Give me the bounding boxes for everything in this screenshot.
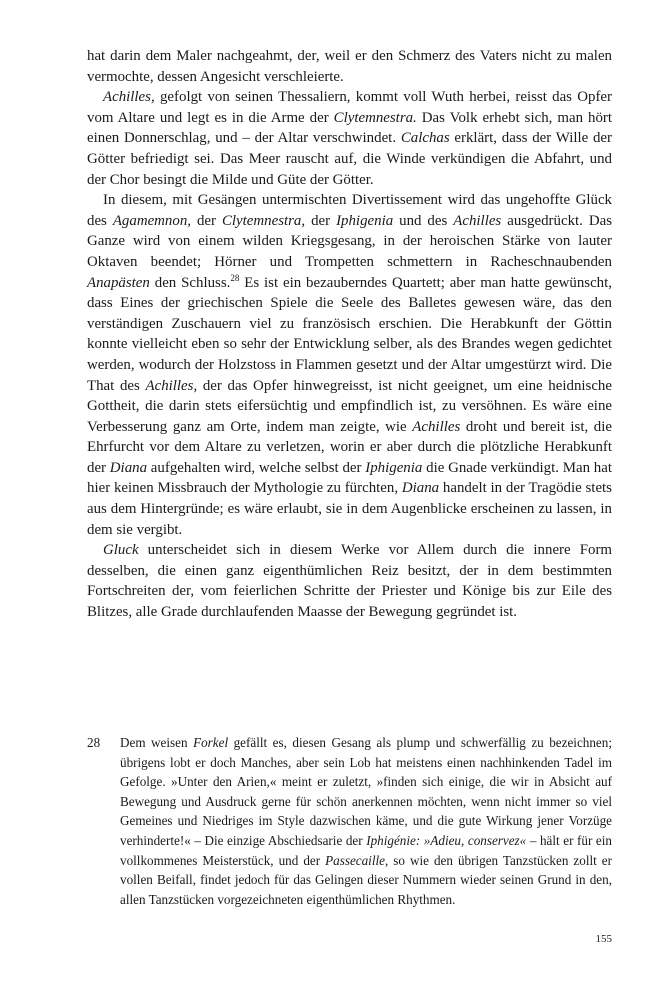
paragraph-1 xyxy=(87,46,612,87)
paragraph-3 xyxy=(87,190,612,540)
italic-text: Achilles xyxy=(453,212,502,229)
text-run: unterscheidet sich in diesem Werke vor Allem durch die innere Form desselben, die einen ganz eigenthümlichen Reiz besitzt, der in dem bestimmten Fortschreiten der, vom feierlichen Schritte der Priester und Könige bis zur Eile des Blitzes, alle Grade durchlaufenden Maasse der Bewegung gegründet ist. xyxy=(87,542,612,621)
italic-text: Achilles, xyxy=(103,89,155,106)
paragraph-4 xyxy=(87,540,612,622)
italic-text: Gluck xyxy=(103,542,139,559)
text-run: handelt in der Tragödie stets aus dem Hintergründe; es wäre erlaubt, sie in dem Augenblicke erscheinen zu lassen, in dem sie vergibt. xyxy=(87,480,612,538)
text-run: erklärt, dass der Wille der Götter befriedigt sei. Das Meer rauscht auf, die Winde verkündigen die Abfahrt, und der Chor besingt die Milde und Güte der Götter. xyxy=(87,130,613,188)
italic-text: Clytemnestra. xyxy=(333,109,417,126)
main-text xyxy=(87,46,612,623)
text-run: der das Opfer hinwegreisst, ist nicht geeignet, um eine heidnische Gottheit, die darin stets eifersüchtig und empfindlich ist, zu versöhnen. Es wäre eine Verbesserung ganz am Orte, indem man zeigte, wie xyxy=(87,377,612,435)
footnote xyxy=(87,733,612,909)
italic-text: Anapästen xyxy=(87,274,150,291)
italic-text: Diana xyxy=(109,459,148,476)
italic-text: Passecaille, xyxy=(325,852,389,868)
text-run: so wie den übrigen Tanzstücken zollt er vollen Beifall, findet jedoch für das Gelingen dieser Nummern wieder seinen Grund in den, allen Tanzstücken vorgezeichneten eigenthümlichen Rhythmen. xyxy=(120,852,613,907)
footnote-number: 28 xyxy=(87,735,101,750)
italic-text: Iphigenia xyxy=(336,212,394,229)
text-run: hat darin dem Maler nachgeahmt, der, weil er den Schmerz des Vaters nicht zu malen vermochte, dessen Angesicht verschleierte. xyxy=(87,48,612,85)
text-run: der xyxy=(191,212,222,229)
italic-text: Iphigenia xyxy=(365,459,423,476)
text-run: droht und bereit ist, die Ehrfurcht vor dem Altare zu verletzen, worin er aber durch die plötzliche Herabkunft der xyxy=(87,418,612,476)
text-run: den Schluss. xyxy=(149,274,231,291)
text-run: die Gnade verkündigt. Man hat hier keinen Missbrauch der Mythologie zu fürchten, xyxy=(87,459,613,497)
text-run: Dem weisen xyxy=(120,735,194,750)
text-run: der xyxy=(305,212,337,229)
footnote-text xyxy=(120,733,612,909)
page-number: 155 xyxy=(595,933,612,945)
italic-text: Achilles, xyxy=(145,377,198,394)
text-run: ausgedrückt. Das Ganze wird von einem wilden Kriegsgesang, in der heroischen Stärke von lauter Oktaven beendet; Hörner und Trompetten schmettern in Racheschnaubenden xyxy=(87,212,613,270)
italic-text: Clytemnestra, xyxy=(221,212,306,229)
italic-text: Iphigénie: »Adieu, conservez« xyxy=(366,832,527,848)
italic-text: Diana xyxy=(401,480,440,497)
italic-text: Agamemnon, xyxy=(112,212,191,229)
text-run: – hält er für ein vollkommenes Meisterstück, und der xyxy=(120,832,612,868)
text-run: aufgehalten wird, welche selbst der xyxy=(147,459,366,476)
text-run: Es ist ein bezauberndes Quartett; aber man hatte gewünscht, dass Eines der griechischen Spiele die Seele des Balletes gewesen wäre, das den verständigen Zuschauern viel zu französisch erschien. Die Herabkunft der Göttin konnte vielleicht eben so sehr der Entwicklung selber, als des Brandes wegen gedichtet werden, wodurch der Holzstoss in Flammen gesetzt und der Altar umgestürzt wird. Die That des xyxy=(87,274,612,394)
italic-text: Achilles xyxy=(412,418,461,435)
italic-text: Calchas xyxy=(400,130,450,147)
text-run: gefällt es, diesen Gesang als plump und schwerfällig zu bezeichnen; übrigens lobt er doch Manches, aber sein Lob hat meistens einen nachhinkenden Tadel im Gefolge. »Unter den Arien,« meint er zuletzt, »finden sich einige, die wir in Absicht auf Bewegung und Ausdruck gerne für schön anerkennen möchten, wenn nicht immer so viel Gemeines und Niedriges im Style dazwischen käme, und die gute Wirkung jener Vorzüge verhinderte!« – Die einzige Abschiedsarie der xyxy=(120,735,612,848)
footnote-reference: 28 xyxy=(230,272,240,283)
text-run: gefolgt von seinen Thessaliern, kommt voll Wuth herbei, reisst das Opfer vom Altare und legt es in die Arme der xyxy=(87,89,612,126)
text-run: Das Volk erhebt sich, man hört einen Donnerschlag, und – der Altar verschwindet. xyxy=(87,109,612,147)
text-run: In diesem, mit Gesängen untermischten Divertissement wird das ungehoffte Glück des xyxy=(87,192,612,229)
text-run: und des xyxy=(393,212,454,229)
paragraph-2 xyxy=(87,87,612,190)
italic-text: Forkel xyxy=(193,735,229,750)
